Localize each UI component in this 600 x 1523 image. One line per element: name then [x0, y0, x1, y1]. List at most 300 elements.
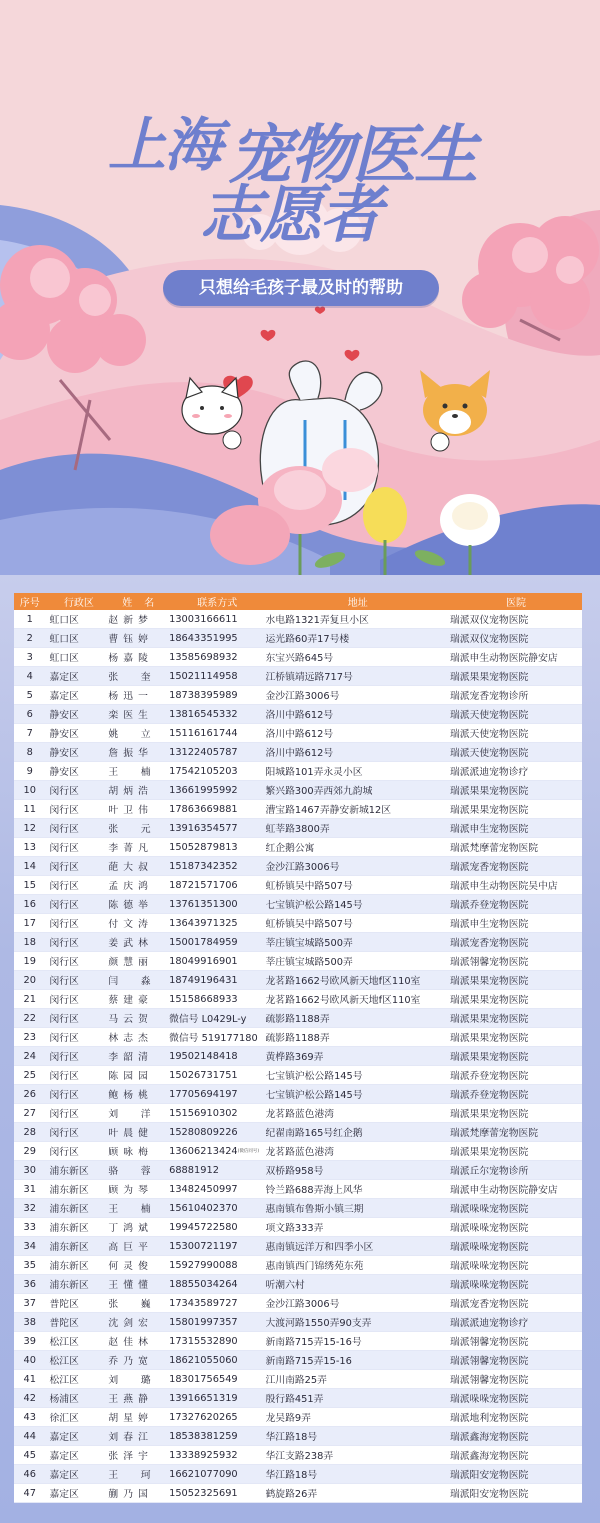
row-district: 闵行区: [45, 838, 108, 857]
row-hospital: 瑞派天使宠物医院: [450, 724, 582, 743]
row-address: 江川南路25弄: [266, 1370, 450, 1389]
volunteer-table: [14, 593, 582, 1503]
row-name: 顾 咏 梅: [108, 1142, 169, 1161]
row-name: 李 韶 清: [108, 1047, 169, 1066]
row-name: 张 元: [108, 819, 169, 838]
row-name: 骆 蓉: [108, 1161, 169, 1180]
row-hospital: 瑞派翎馨宠物医院: [450, 1332, 582, 1351]
row-hospital: 瑞派地利宠物医院: [450, 1408, 582, 1427]
row-hospital: 瑞派梵摩蕾宠物医院: [450, 1123, 582, 1142]
header-hospital: 医院: [450, 593, 582, 610]
row-index: 16: [14, 895, 45, 914]
row-contact: 13606213424(微信同号): [169, 1142, 265, 1161]
row-contact: 15116161744: [169, 724, 265, 743]
row-address: 龙茗路蓝色港湾: [266, 1142, 450, 1161]
row-name: 栾 医 生: [108, 705, 169, 724]
row-name: 叶 晨 健: [108, 1123, 169, 1142]
row-name: 高 巨 平: [108, 1237, 169, 1256]
table-row: [14, 762, 582, 781]
row-index: 17: [14, 914, 45, 933]
row-name: 马 云 贺: [108, 1009, 169, 1028]
row-hospital: 瑞派果果宠物医院: [450, 1142, 582, 1161]
row-district: 虹口区: [45, 610, 108, 629]
row-address: 水电路1321弄复旦小区: [266, 610, 450, 629]
row-name: 乔 乃 宽: [108, 1351, 169, 1370]
table-row: [14, 1066, 582, 1085]
row-hospital: 瑞派天使宠物医院: [450, 743, 582, 762]
row-district: 嘉定区: [45, 1465, 108, 1484]
row-name: 杨 嘉 陵: [108, 648, 169, 667]
row-name: 葩 大 叔: [108, 857, 169, 876]
row-name: 丁 鸿 斌: [108, 1218, 169, 1237]
row-hospital: 瑞派哚哚宠物医院: [450, 1199, 582, 1218]
row-address: 大渡河路1550弄90支弄: [266, 1313, 450, 1332]
table-row: [14, 667, 582, 686]
row-district: 闵行区: [45, 1142, 108, 1161]
row-address: 项文路333弄: [266, 1218, 450, 1237]
table-row: [14, 743, 582, 762]
row-district: 浦东新区: [45, 1180, 108, 1199]
row-index: 21: [14, 990, 45, 1009]
row-index: 13: [14, 838, 45, 857]
row-contact: 17315532890: [169, 1332, 265, 1351]
row-name: 陈 德 举: [108, 895, 169, 914]
row-index: 29: [14, 1142, 45, 1161]
row-hospital: 瑞派申生宠物医院: [450, 914, 582, 933]
row-district: 闵行区: [45, 800, 108, 819]
table-row: [14, 1123, 582, 1142]
row-index: 35: [14, 1256, 45, 1275]
row-address: 七宝镇沪松公路145号: [266, 1066, 450, 1085]
row-hospital: 瑞派果果宠物医院: [450, 990, 582, 1009]
row-contact: 19945722580: [169, 1218, 265, 1237]
table-row: [14, 1028, 582, 1047]
row-contact: 15158668933: [169, 990, 265, 1009]
table-row: [14, 1484, 582, 1503]
row-district: 嘉定区: [45, 667, 108, 686]
row-index: 26: [14, 1085, 45, 1104]
table-row: [14, 1009, 582, 1028]
row-name: 顾 为 琴: [108, 1180, 169, 1199]
row-contact: 13003166611: [169, 610, 265, 629]
row-contact: 18721571706: [169, 876, 265, 895]
row-name: 叶 卫 伟: [108, 800, 169, 819]
row-contact: 17327620265: [169, 1408, 265, 1427]
row-name: 孟 庆 鸿: [108, 876, 169, 895]
row-address: 龙茗路1662号欧风新天地f区110室: [266, 990, 450, 1009]
row-name: 林 志 杰: [108, 1028, 169, 1047]
row-district: 静安区: [45, 705, 108, 724]
row-hospital: 瑞派双仪宠物医院: [450, 610, 582, 629]
row-hospital: 瑞派宠香宠物医院: [450, 857, 582, 876]
row-contact: 13761351300: [169, 895, 265, 914]
row-address: 江桥镇靖远路717号: [266, 667, 450, 686]
table-row: [14, 800, 582, 819]
row-district: 浦东新区: [45, 1199, 108, 1218]
table-row: [14, 819, 582, 838]
row-index: 46: [14, 1465, 45, 1484]
row-address: 金沙江路3006号: [266, 1294, 450, 1313]
row-hospital: 瑞派翎馨宠物医院: [450, 952, 582, 971]
row-district: 松江区: [45, 1370, 108, 1389]
row-hospital: 瑞派派迪宠物诊疗: [450, 762, 582, 781]
table-row: [14, 1427, 582, 1446]
table-row: [14, 1199, 582, 1218]
row-hospital: 瑞派哚哚宠物医院: [450, 1275, 582, 1294]
row-hospital: 瑞派申生动物医院吴中店: [450, 876, 582, 895]
row-name: 刘 璐: [108, 1370, 169, 1389]
row-address: 新南路715弄15-16: [266, 1351, 450, 1370]
row-district: 闵行区: [45, 1028, 108, 1047]
table-row: [14, 1161, 582, 1180]
row-hospital: 瑞派哚哚宠物医院: [450, 1237, 582, 1256]
hero-poster: [0, 0, 600, 575]
row-contact: 18049916901: [169, 952, 265, 971]
row-district: 静安区: [45, 762, 108, 781]
row-name: 陈 园 园: [108, 1066, 169, 1085]
row-address: 漕宝路1467弄静安新城12区: [266, 800, 450, 819]
table-row: [14, 933, 582, 952]
row-address: 惠南镇远洋万和四季小区: [266, 1237, 450, 1256]
row-name: 蒯 乃 国: [108, 1484, 169, 1503]
row-contact: 15026731751: [169, 1066, 265, 1085]
row-contact: 15187342352: [169, 857, 265, 876]
row-index: 36: [14, 1275, 45, 1294]
row-district: 闵行区: [45, 952, 108, 971]
row-name: 付 文 涛: [108, 914, 169, 933]
table-row: [14, 971, 582, 990]
row-hospital: 瑞派申生动物医院静安店: [450, 1180, 582, 1199]
row-address: 运光路60弄17号楼: [266, 629, 450, 648]
row-contact: 19502148418: [169, 1047, 265, 1066]
row-hospital: 瑞派果果宠物医院: [450, 1028, 582, 1047]
row-index: 43: [14, 1408, 45, 1427]
row-address: 七宝镇沪松公路145号: [266, 1085, 450, 1104]
table-row: [14, 990, 582, 1009]
row-district: 普陀区: [45, 1294, 108, 1313]
row-name: 鲍 杨 桃: [108, 1085, 169, 1104]
row-contact: 15610402370: [169, 1199, 265, 1218]
row-index: 2: [14, 629, 45, 648]
row-address: 虹桥镇吴中路507号: [266, 914, 450, 933]
row-hospital: 瑞派果果宠物医院: [450, 781, 582, 800]
row-index: 41: [14, 1370, 45, 1389]
row-address: 阳城路101弄永灵小区: [266, 762, 450, 781]
row-district: 浦东新区: [45, 1275, 108, 1294]
row-address: 纪翟南路165号红企鹅: [266, 1123, 450, 1142]
row-address: 莘庄镇宝城路500弄: [266, 952, 450, 971]
row-hospital: 瑞派乔登宠物医院: [450, 1085, 582, 1104]
table-row: [14, 1142, 582, 1161]
row-address: 金沙江路3006号: [266, 686, 450, 705]
row-contact: 13585698932: [169, 648, 265, 667]
table-row: [14, 1351, 582, 1370]
row-address: 鹤旋路26弄: [266, 1484, 450, 1503]
row-district: 松江区: [45, 1351, 108, 1370]
row-contact: 15300721197: [169, 1237, 265, 1256]
row-district: 虹口区: [45, 648, 108, 667]
row-contact: 16621077090: [169, 1465, 265, 1484]
row-index: 5: [14, 686, 45, 705]
row-contact: 15280809226: [169, 1123, 265, 1142]
row-district: 浦东新区: [45, 1218, 108, 1237]
row-index: 40: [14, 1351, 45, 1370]
row-address: 铃兰路688弄海上风华: [266, 1180, 450, 1199]
table-row: [14, 838, 582, 857]
row-hospital: 瑞派乔登宠物医院: [450, 1066, 582, 1085]
table-row: [14, 686, 582, 705]
table-row: [14, 1104, 582, 1123]
table-row: [14, 1313, 582, 1332]
row-name: 闫 淼: [108, 971, 169, 990]
header-address: 地址: [266, 593, 450, 610]
row-name: 胡 星 婷: [108, 1408, 169, 1427]
row-district: 闵行区: [45, 990, 108, 1009]
row-address: 东宝兴路645号: [266, 648, 450, 667]
row-address: 华江路18号: [266, 1427, 450, 1446]
table-row: [14, 1332, 582, 1351]
row-address: 龙茗路1662号欧风新天地f区110室: [266, 971, 450, 990]
row-name: 胡 炳 浩: [108, 781, 169, 800]
row-index: 39: [14, 1332, 45, 1351]
row-name: 张 巍: [108, 1294, 169, 1313]
row-name: 杨 迅 一: [108, 686, 169, 705]
row-contact: 13122405787: [169, 743, 265, 762]
table-row: [14, 895, 582, 914]
row-address: 七宝镇沪松公路145号: [266, 895, 450, 914]
row-index: 6: [14, 705, 45, 724]
row-name: 王 燕 静: [108, 1389, 169, 1408]
row-index: 24: [14, 1047, 45, 1066]
poster-title-volunteer: 志愿者: [200, 178, 381, 251]
row-name: 沈 剑 宏: [108, 1313, 169, 1332]
row-hospital: 瑞派阳安宠物医院: [450, 1484, 582, 1503]
header-contact: 联系方式: [169, 593, 265, 610]
row-index: 15: [14, 876, 45, 895]
row-contact: 13816545332: [169, 705, 265, 724]
row-index: 19: [14, 952, 45, 971]
row-index: 27: [14, 1104, 45, 1123]
row-address: 洛川中路612号: [266, 743, 450, 762]
row-address: 虹桥镇吴中路507号: [266, 876, 450, 895]
row-address: 新南路715弄15-16号: [266, 1332, 450, 1351]
row-district: 浦东新区: [45, 1161, 108, 1180]
row-district: 嘉定区: [45, 1427, 108, 1446]
row-contact: 18749196431: [169, 971, 265, 990]
row-hospital: 瑞派翎馨宠物医院: [450, 1351, 582, 1370]
row-hospital: 瑞派丘尔宠物诊所: [450, 1161, 582, 1180]
table-row: [14, 876, 582, 895]
row-contact: 68881912: [169, 1161, 265, 1180]
row-name: 刘 洋: [108, 1104, 169, 1123]
table-row: [14, 1047, 582, 1066]
row-district: 静安区: [45, 724, 108, 743]
row-hospital: 瑞派果果宠物医院: [450, 971, 582, 990]
row-hospital: 瑞派申生动物医院静安店: [450, 648, 582, 667]
row-hospital: 瑞派果果宠物医院: [450, 1047, 582, 1066]
row-district: 嘉定区: [45, 686, 108, 705]
row-name: 赵 佳 林: [108, 1332, 169, 1351]
table-row: [14, 1408, 582, 1427]
row-contact: 微信号 L0429L-y: [169, 1009, 265, 1028]
row-hospital: 瑞派果果宠物医院: [450, 1009, 582, 1028]
table-row: [14, 1085, 582, 1104]
row-hospital: 瑞派宠香宠物医院: [450, 933, 582, 952]
row-index: 10: [14, 781, 45, 800]
row-name: 张 泽 宇: [108, 1446, 169, 1465]
row-name: 姜 武 林: [108, 933, 169, 952]
row-district: 闵行区: [45, 781, 108, 800]
row-address: 双桥路958号: [266, 1161, 450, 1180]
row-contact: 17343589727: [169, 1294, 265, 1313]
row-address: 洛川中路612号: [266, 724, 450, 743]
row-district: 静安区: [45, 743, 108, 762]
table-row: [14, 1275, 582, 1294]
row-name: 姚 立: [108, 724, 169, 743]
row-index: 45: [14, 1446, 45, 1465]
row-index: 11: [14, 800, 45, 819]
row-contact: 15021114958: [169, 667, 265, 686]
row-name: 颜 慧 丽: [108, 952, 169, 971]
row-name: 王 楠: [108, 1199, 169, 1218]
table-row: [14, 610, 582, 629]
row-district: 闵行区: [45, 895, 108, 914]
row-address: 繁兴路300弄西郊九韵城: [266, 781, 450, 800]
row-address: 金沙江路3006号: [266, 857, 450, 876]
row-index: 28: [14, 1123, 45, 1142]
table-row: [14, 857, 582, 876]
row-district: 闵行区: [45, 857, 108, 876]
row-contact: 17705694197: [169, 1085, 265, 1104]
row-name: 李 菁 凡: [108, 838, 169, 857]
row-contact: 13482450997: [169, 1180, 265, 1199]
table-row: [14, 1237, 582, 1256]
row-index: 23: [14, 1028, 45, 1047]
table-row: [14, 1294, 582, 1313]
header-district: 行政区: [45, 593, 108, 610]
row-index: 14: [14, 857, 45, 876]
row-district: 闵行区: [45, 1047, 108, 1066]
row-district: 闵行区: [45, 1066, 108, 1085]
row-index: 37: [14, 1294, 45, 1313]
row-index: 42: [14, 1389, 45, 1408]
row-contact: 18855034264: [169, 1275, 265, 1294]
row-district: 松江区: [45, 1332, 108, 1351]
row-index: 9: [14, 762, 45, 781]
row-name: 张 奎: [108, 667, 169, 686]
row-hospital: 瑞派宠香宠物医院: [450, 1294, 582, 1313]
table-header-row: [14, 593, 582, 610]
row-address: 龙吴路9弄: [266, 1408, 450, 1427]
table-row: [14, 648, 582, 667]
row-address: 听潮六村: [266, 1275, 450, 1294]
row-contact: 13338925932: [169, 1446, 265, 1465]
table-row: [14, 1218, 582, 1237]
row-name: 曹 钰 婷: [108, 629, 169, 648]
row-hospital: 瑞派派迪宠物诊疗: [450, 1313, 582, 1332]
row-contact: 15801997357: [169, 1313, 265, 1332]
header-name: 姓 名: [108, 593, 169, 610]
row-hospital: 瑞派果果宠物医院: [450, 800, 582, 819]
row-index: 25: [14, 1066, 45, 1085]
row-index: 3: [14, 648, 45, 667]
row-contact: 17863669881: [169, 800, 265, 819]
row-index: 32: [14, 1199, 45, 1218]
row-district: 嘉定区: [45, 1484, 108, 1503]
row-district: 闵行区: [45, 933, 108, 952]
table-row: [14, 724, 582, 743]
row-district: 杨浦区: [45, 1389, 108, 1408]
row-name: 王 珂: [108, 1465, 169, 1484]
row-contact: 13916651319: [169, 1389, 265, 1408]
row-district: 闵行区: [45, 1009, 108, 1028]
table-body: [14, 610, 582, 1503]
table-row: [14, 1465, 582, 1484]
row-address: 疏影路1188弄: [266, 1028, 450, 1047]
row-name: 詹 振 华: [108, 743, 169, 762]
row-address: 龙茗路蓝色港湾: [266, 1104, 450, 1123]
row-contact: 18643351995: [169, 629, 265, 648]
row-contact: 17542105203: [169, 762, 265, 781]
row-district: 普陀区: [45, 1313, 108, 1332]
table-row: [14, 914, 582, 933]
row-index: 38: [14, 1313, 45, 1332]
row-contact: 18621055060: [169, 1351, 265, 1370]
row-district: 嘉定区: [45, 1446, 108, 1465]
row-contact: 15927990088: [169, 1256, 265, 1275]
row-index: 30: [14, 1161, 45, 1180]
row-district: 徐汇区: [45, 1408, 108, 1427]
row-index: 18: [14, 933, 45, 952]
table-row: [14, 952, 582, 971]
row-contact: 18538381259: [169, 1427, 265, 1446]
row-hospital: 瑞派翎馨宠物医院: [450, 1370, 582, 1389]
row-hospital: 瑞派阳安宠物医院: [450, 1465, 582, 1484]
row-name: 刘 春 江: [108, 1427, 169, 1446]
row-contact: 13661995992: [169, 781, 265, 800]
row-district: 浦东新区: [45, 1256, 108, 1275]
table-row: [14, 705, 582, 724]
row-address: 黄桦路369弄: [266, 1047, 450, 1066]
row-index: 8: [14, 743, 45, 762]
row-contact: 13643971325: [169, 914, 265, 933]
row-contact: 18738395989: [169, 686, 265, 705]
row-hospital: 瑞派宠香宠物诊所: [450, 686, 582, 705]
row-district: 闵行区: [45, 876, 108, 895]
row-district: 闵行区: [45, 819, 108, 838]
row-hospital: 瑞派果果宠物医院: [450, 667, 582, 686]
row-contact: 13916354577: [169, 819, 265, 838]
row-address: 华江路18号: [266, 1465, 450, 1484]
row-address: 莘庄镇宝城路500弄: [266, 933, 450, 952]
row-hospital: 瑞派哚哚宠物医院: [450, 1218, 582, 1237]
poster-title-shanghai: 上海: [108, 111, 221, 179]
row-index: 22: [14, 1009, 45, 1028]
row-district: 闵行区: [45, 914, 108, 933]
poster-title-pet-doctor: 宠物医生: [228, 119, 476, 193]
table-row: [14, 1389, 582, 1408]
row-hospital: 瑞派鑫海宠物医院: [450, 1427, 582, 1446]
row-name: 王 懂 懂: [108, 1275, 169, 1294]
row-address: 虹莘路3800弄: [266, 819, 450, 838]
row-hospital: 瑞派哚哚宠物医院: [450, 1389, 582, 1408]
volunteer-table-panel: [0, 575, 600, 1523]
row-contact: 微信号 519177180: [169, 1028, 265, 1047]
row-name: 蔡 建 豪: [108, 990, 169, 1009]
row-index: 20: [14, 971, 45, 990]
table-row: [14, 1256, 582, 1275]
row-address: 殷行路451弄: [266, 1389, 450, 1408]
